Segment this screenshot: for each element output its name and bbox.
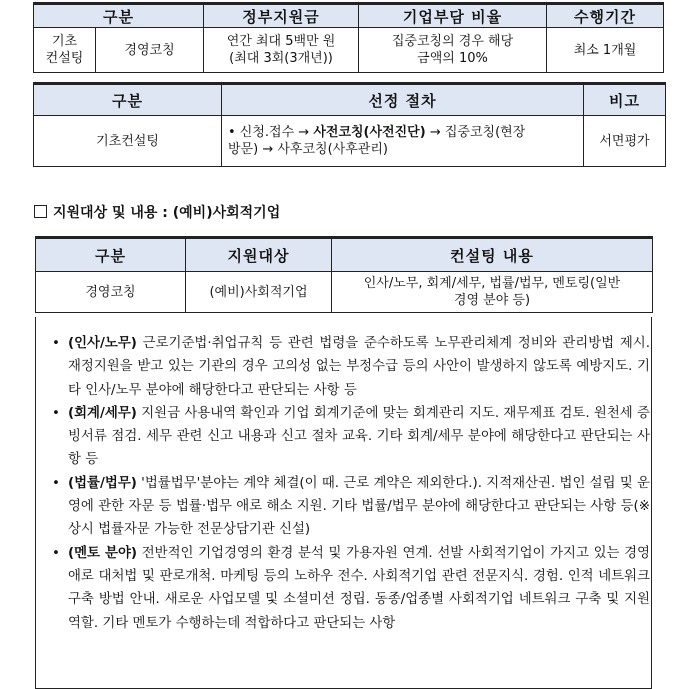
cell-content: 인사/노무, 회계/세무, 법률/법무, 멘토링(일반 경영 분야 등)	[332, 272, 653, 313]
item-text: 지원금 사용내역 확인과 기업 회계기준에 맞는 회계관리 지도. 재무제표 검토. 원천세 증빙서류 점검. 세무 관련 신고 내용과 신고 절차 교육. 기타 회계/세무 분야에 해당한다고 판단되는 사항 등	[68, 405, 650, 468]
cell-category: 기초컨설팅	[34, 116, 222, 167]
procedure-suffix: → 집중코칭(현장 방문) → 사후코칭(사후관리)	[228, 125, 526, 157]
cell-target: (예비)사회적기업	[186, 272, 332, 313]
list-item	[50, 402, 650, 472]
support-table	[33, 2, 664, 73]
list-item	[50, 332, 650, 402]
detail-list	[50, 332, 650, 635]
header-support: 정부지원금	[204, 4, 359, 28]
header-procedure: 선정 절차	[222, 84, 584, 116]
header-content: 컨설팅 내용	[332, 238, 653, 272]
cell-category: 경영코칭	[36, 272, 186, 313]
bullet-icon: •	[52, 545, 60, 561]
selection-table	[33, 82, 666, 167]
cell-support: 연간 최대 5백만 원 (최대 3회(3개년))	[204, 28, 359, 73]
header-category: 구분	[34, 84, 222, 116]
item-text: 전반적인 기업경영의 환경 분석 및 가용자원 연계. 선발 사회적기업이 가지고 있는 경영애로 대처법 및 판로개척. 마케팅 등의 노하우 전수. 사회적기업 관련 전문지식. 경험. 인적 네트워크 구축 방법 안내. 새로운 사업모델 및 소셜미션 정립. 동종/업종별 사회적기업 네트워크 구축 및 지원 역할. 기타 멘토가 수행하는데 적합하다고 판단되는 사항	[68, 545, 650, 631]
procedure-emphasis: 사전코칭(사전진단)	[313, 125, 426, 140]
cell-burden: 집중코칭의 경우 해당 금액의 10%	[359, 28, 547, 73]
item-text: 근로기준법·취업규칙 등 관련 법령을 준수하도록 노무관리체계 정비와 관리방법 제시. 재정지원을 받고 있는 기관의 경우 고의성 없는 부정수급 등의 사안이 발생하지 않도록 예방지도. 기타 인사/노무 분야에 해당한다고 판단되는 사항 등	[68, 336, 650, 398]
bullet-icon: •	[52, 475, 60, 491]
item-title: (인사/노무)	[68, 336, 137, 351]
section-title-text: 지원대상 및 내용 : (예비)사회적기업	[53, 205, 281, 221]
item-title: (법률/법무)	[68, 475, 137, 491]
header-category: 구분	[36, 238, 186, 272]
header-burden: 기업부담 비율	[359, 4, 547, 28]
header-note: 비고	[584, 84, 666, 116]
content-table	[35, 236, 653, 313]
list-item	[50, 472, 650, 542]
cell-note: 서면평가	[584, 116, 666, 167]
item-text: '법률법무'분야는 계약 체결(이 때. 근로 계약은 제외한다.). 지적재산권. 법인 설립 및 운영에 관한 자문 등 법률·법무 애로 해소 지원. 기타 법률/법무 분야에 해당한다고 판단되는 사항 등(※ 상시 법률자문 가능한 전문상담기관 신설)	[68, 475, 650, 538]
header-period: 수행기간	[547, 4, 664, 28]
cell-procedure	[222, 116, 584, 167]
header-target: 지원대상	[186, 238, 332, 272]
cell-category: 기초 컨설팅	[34, 28, 96, 73]
list-item	[50, 542, 650, 635]
cell-period: 최소 1개월	[547, 28, 664, 73]
header-category: 구분	[34, 4, 204, 28]
cell-type: 경영코칭	[96, 28, 204, 73]
section-title	[34, 202, 280, 222]
procedure-prefix: • 신청.접수 →	[228, 125, 314, 140]
item-title: (멘토 분야)	[68, 545, 138, 561]
bullet-icon: •	[52, 336, 60, 351]
checkbox-icon	[34, 205, 47, 218]
bullet-icon: •	[52, 405, 60, 421]
item-title: (회계/세무)	[68, 405, 137, 421]
